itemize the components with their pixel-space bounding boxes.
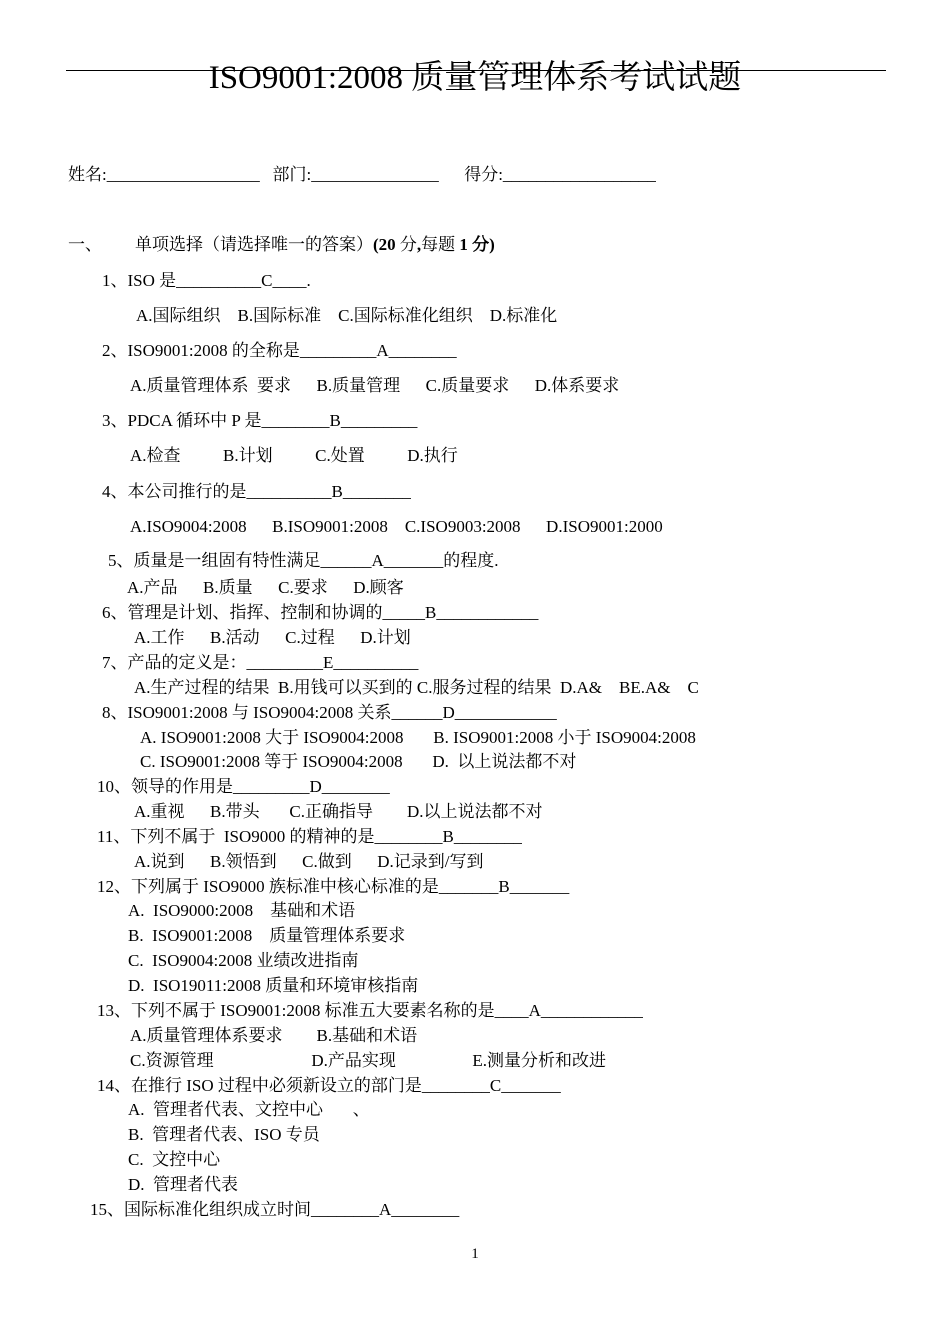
question-11: 11、下列不属于 ISO9000 的精神的是________B________: [97, 827, 522, 846]
question-8: 8、ISO9001:2008 与 ISO9004:2008 关系______D____________: [102, 703, 557, 722]
question-13-options-cde: C.资源管理 D.产品实现 E.测量分析和改进: [130, 1051, 606, 1070]
question-12-option-c: C. ISO9004:2008 业绩改进指南: [128, 951, 359, 970]
question-2: 2、ISO9001:2008 的全称是_________A________: [102, 341, 457, 360]
question-12-option-a: A. ISO9000:2008 基础和术语: [128, 901, 356, 920]
question-1: 1、ISO 是__________C____.: [102, 271, 311, 290]
question-14: 14、在推行 ISO 过程中必须新设立的部门是________C_______: [97, 1076, 561, 1095]
question-15: 15、国际标准化组织成立时间________A________: [90, 1200, 460, 1219]
info-line: 姓名:__________________ 部门:_______________ 得分:__________________: [68, 165, 656, 184]
question-10-options: A.重视 B.带头 C.正确指导 D.以上说法都不对: [134, 802, 543, 821]
section-number: 一、: [68, 235, 102, 254]
question-5-options: A.产品 B.质量 C.要求 D.顾客: [127, 578, 404, 597]
question-4-options: A.ISO9004:2008 B.ISO9001:2008 C.ISO9003:2008 D.ISO9001:2000: [130, 517, 663, 536]
question-7: 7、产品的定义是：_________E__________: [102, 653, 419, 672]
question-11-options: A.说到 B.领悟到 C.做到 D.记录到/写到: [134, 852, 484, 871]
question-14-option-b: B. 管理者代表、ISO 专员: [128, 1125, 320, 1144]
question-10: 10、领导的作用是_________D________: [97, 777, 390, 796]
question-5: 5、质量是一组固有特性满足______A_______的程度.: [108, 551, 499, 570]
question-3: 3、PDCA 循环中 P 是________B_________: [102, 411, 418, 430]
question-2-options: A.质量管理体系 要求 B.质量管理 C.质量要求 D.体系要求: [130, 376, 620, 395]
question-12: 12、下列属于 ISO9000 族标准中核心标准的是_______B_______: [97, 877, 570, 896]
question-14-option-a: A. 管理者代表、文控中心 、: [128, 1100, 370, 1119]
question-13-options-ab: A.质量管理体系要求 B.基础和术语: [130, 1026, 418, 1045]
question-3-options: A.检查 B.计划 C.处置 D.执行: [130, 446, 458, 465]
page-number: 1: [471, 1246, 479, 1262]
question-12-option-b: B. ISO9001:2008 质量管理体系要求: [128, 926, 406, 945]
question-8-options-ab: A. ISO9001:2008 大于 ISO9004:2008 B. ISO9001:2008 小于 ISO9004:2008: [140, 728, 696, 747]
question-7-options: A.生产过程的结果 B.用钱可以买到的 C.服务过程的结果 D.A& BE.A& C: [134, 678, 699, 697]
question-14-option-d: D. 管理者代表: [128, 1175, 239, 1194]
section-heading: 单项选择（请选择唯一的答案）(20 分,每题 1 分): [135, 235, 495, 254]
question-13: 13、下列不属于 ISO9001:2008 标准五大要素名称的是____A____________: [97, 1001, 643, 1020]
question-14-option-c: C. 文控中心: [128, 1150, 221, 1169]
question-6: 6、管理是计划、指挥、控制和协调的_____B____________: [102, 603, 539, 622]
question-4: 4、本公司推行的是__________B________: [102, 482, 411, 501]
page-title: ISO9001:2008 质量管理体系考试试题: [208, 60, 742, 96]
question-6-options: A.工作 B.活动 C.过程 D.计划: [134, 628, 411, 647]
question-12-option-d: D. ISO19011:2008 质量和环境审核指南: [128, 976, 419, 995]
question-8-options-cd: C. ISO9001:2008 等于 ISO9004:2008 D. 以上说法都不对: [140, 752, 577, 771]
question-1-options: A.国际组织 B.国际标准 C.国际标准化组织 D.标准化: [136, 306, 558, 325]
